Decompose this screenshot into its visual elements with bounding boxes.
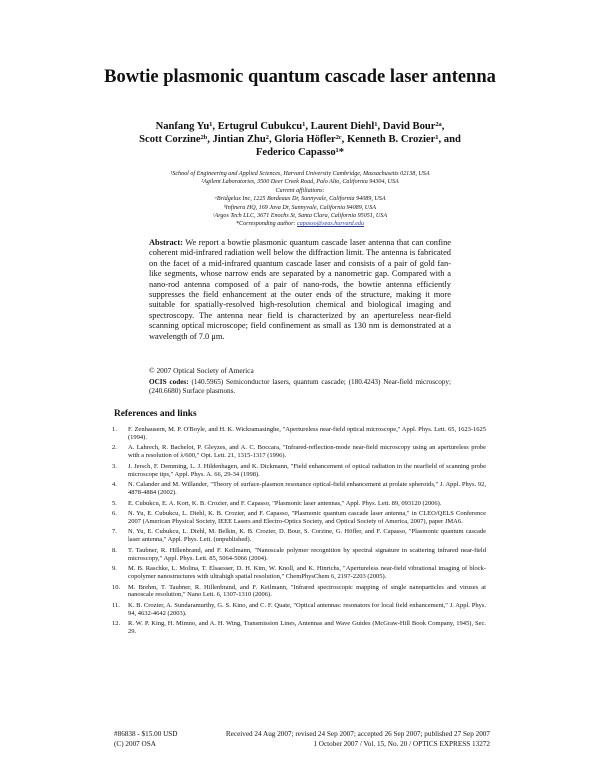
ocis-label: OCIS codes: <box>149 378 189 386</box>
paper-title: Bowtie plasmonic quantum cascade laser antenna <box>104 67 496 87</box>
reference-number: 11. <box>112 601 120 609</box>
author-line: Federico Capasso¹* <box>255 147 345 158</box>
reference-number: 2. <box>112 444 117 452</box>
reference-text: K. B. Crozier, A. Sundaramurthy, G. S. Kino, and C. F. Quate, "Optical antennas: resonators for local field enhancement," J. Appl. Phys. 94, 4632-4642 (2003). <box>128 601 486 617</box>
affiliation-line: ᵃBridgelux Inc, 1225 Bordeaux Dr, Sunnyvale, California 94089, USA <box>214 196 386 203</box>
reference-list <box>112 426 486 639</box>
reference-item <box>112 510 486 526</box>
reference-number: 3. <box>112 462 117 470</box>
reference-text: J. Jersch, F. Demming, L. J. Hildenhagen, and K. Dickmann, "Field enhancement of optical radiation in the nearfield of scanning probe microscope tips," Appl. Phys. A. 66, 29-34 (1998). <box>128 462 486 478</box>
reference-item <box>112 602 486 618</box>
reference-item <box>112 620 486 636</box>
author-list <box>95 120 505 159</box>
reference-text: N. Yu, E. Cubukcu, L. Diehl, K. B. Crozier, and F. Capasso, "Plasmonic quantum cascade laser antenna," in CLEO/QELS Conference 2007 (American Physical Society, IEEE Lasers and Electro-Optics Society, and Optical Society of America, 2007), paper JMA6. <box>128 510 486 525</box>
reference-item <box>112 444 486 460</box>
affiliation-line: ᶜArgos Tech LLC, 3671 Enochs St, Santa Clara, California 95051, USA <box>212 213 388 220</box>
footer-copyright: (C) 2007 OSA <box>114 739 156 748</box>
references-heading: References and links <box>114 409 197 419</box>
reference-item <box>112 584 486 600</box>
reference-number: 8. <box>112 546 117 554</box>
reference-number: 6. <box>112 510 117 518</box>
copyright-notice: © 2007 Optical Society of America <box>149 366 254 375</box>
reference-text: M. Brehm, T. Taubner, R. Hillenbrand, and F. Keilmann, "Infrared spectroscopic mapping of single nanoparticles and viruses at nanoscale resolution," Nano Lett. 6, 1307-1310 (2006). <box>128 583 486 599</box>
reference-text: N. Yu, E. Cubukcu, L. Diehl, M. Belkin, K. B. Crozier, D. Bour, S. Corzine, G. Höfler, and F. Capasso, "Plasmonic quantum cascade laser antenna," Appl. Phys. Lett. (unpublished). <box>128 528 486 544</box>
reference-number: 9. <box>112 565 117 573</box>
ocis-codes <box>149 378 451 397</box>
reference-item <box>112 565 486 581</box>
reference-item <box>112 426 486 442</box>
reference-number: 1. <box>112 426 117 433</box>
affiliation-line: ¹School of Engineering and Applied Sciences, Harvard University Cambridge, Massachusetts 02138, USA <box>170 171 430 177</box>
reference-text: T. Taubner, R. Hillenbrand, and F. Keilmann, "Nanoscale polymer recognition by spectral signature in scattering infrared near-field microscopy," Appl. Phys. Lett. 85, 5064-5066 (2004). <box>128 546 486 562</box>
corresponding-label: *Corresponding author: <box>235 221 298 228</box>
publication-history: Received 24 Aug 2007; revised 24 Sep 2007; accepted 26 Sep 2007; published 27 Sep 2007 <box>225 730 490 738</box>
reference-item <box>112 500 486 508</box>
reference-text: A. Lahrech, R. Bachelot, P. Gleyzes, and A. C. Boccara, "Infrared-reflection-mode near-field microscopy using an apertureless probe with a resolution of λ/600," Opt. Lett. 21, 1315-1317 (1996). <box>128 444 486 460</box>
author-line: Nanfang Yu¹, Ertugrul Cubukcu¹, Laurent Diehl¹, David Bour²ᵃ, <box>155 121 445 132</box>
footer-row <box>114 740 490 750</box>
reference-number: 12. <box>112 620 121 628</box>
reference-text: R. W. P. King, H. Mimno, and A. H. Wing, Transmission Lines, Antennas and Wave Guides (McGraw-Hill Book Company, 1945), Sec. 29. <box>128 620 486 636</box>
author-line: Scott Corzine²ᵇ, Jintian Zhu², Gloria Höfler²ᶜ, Kenneth B. Crozier¹, and <box>139 134 461 145</box>
corresponding-author <box>95 220 505 228</box>
abstract <box>149 238 451 342</box>
reference-number: 7. <box>112 528 117 536</box>
reference-text: M. B. Raschke, L. Molina, T. Elsaesser, D. H. Kim, W. Knoll, and K. Hinrichs, "Apertureless near-field vibrational imaging of block-copolymer nanostructures with ultrahigh spatial resolution," ChemPhysChem 6, 2197-2203 (2005). <box>128 565 486 580</box>
affiliations <box>95 170 505 229</box>
reference-item <box>112 547 486 563</box>
affiliation-line: Current affiliations: <box>275 187 325 194</box>
page-footer <box>114 730 490 749</box>
journal-citation: 1 October 2007 / Vol. 15, No. 20 / OPTICS EXPRESS 13272 <box>313 739 490 748</box>
abstract-label: Abstract: <box>149 238 183 247</box>
reference-item <box>112 481 486 497</box>
reference-item <box>112 528 486 544</box>
reference-number: 10. <box>112 583 121 591</box>
reference-item <box>112 463 486 479</box>
footer-row <box>114 730 490 740</box>
reference-number: 4. <box>112 481 117 489</box>
reference-text: N. Calander and M. Willander, "Theory of surface-plasmon resonance optical-field enhancement at prolate spheroids," J. Appl. Phys. 92, 4878-4884 (2002). <box>128 481 486 496</box>
reference-text: F. Zenhausern, M. P. O'Boyle, and H. K. Wickramasinghe, "Apertureless near-field optical microscope," Appl. Phys. Lett. 65, 1623-1625 (1994). <box>128 426 486 441</box>
corresponding-email-link[interactable]: capasso@seas.harvard.edu <box>297 221 365 228</box>
affiliation-line: ²Agilent Laboratories, 3500 Deer Creek Road, Palo Alto, California 94304, USA <box>201 179 399 186</box>
reference-text: E. Cubukcu, E. A. Kort, K. B. Crozier, and F. Capasso, "Plasmonic laser antennas," Appl. Phys. Lett. 89, 093120 (2006). <box>128 499 442 507</box>
article-price: #86838 - $15.00 USD <box>114 730 178 738</box>
ocis-text: (140.5965) Semiconductor lasers, quantum cascade; (180.4243) Near-field microscopy; (240.6680) Surface plasmons. <box>149 378 451 396</box>
affiliation-line: ᵇInfinera HQ, 169 Java Dr, Sunnyvale, California 94089, USA <box>224 204 376 211</box>
abstract-text: We report a bowtie plasmonic quantum cascade laser antenna that can confine coherent mid-infrared radiation well below the diffraction limit. The antenna is fabricated on the facet of a mid-infrared quantum cascade laser and consists of a pair of gold fan-like segments, whose narrow ends are separated by a nanometric gap. Compared with a nano-rod antenna composed of a pair of nano-rods, the bowtie antenna efficiently suppresses the field enhancement at the outer ends of the structure, making it more suitable for spatially-resolved high-resolution chemical and biological imaging and spectroscopy. The antenna near field is characterized by an apertureless near-field scanning optical microscope; field confinement as small as 130 nm is demonstrated at a wavelength of 7.0 μm. <box>149 238 451 341</box>
reference-number: 5. <box>112 499 117 507</box>
